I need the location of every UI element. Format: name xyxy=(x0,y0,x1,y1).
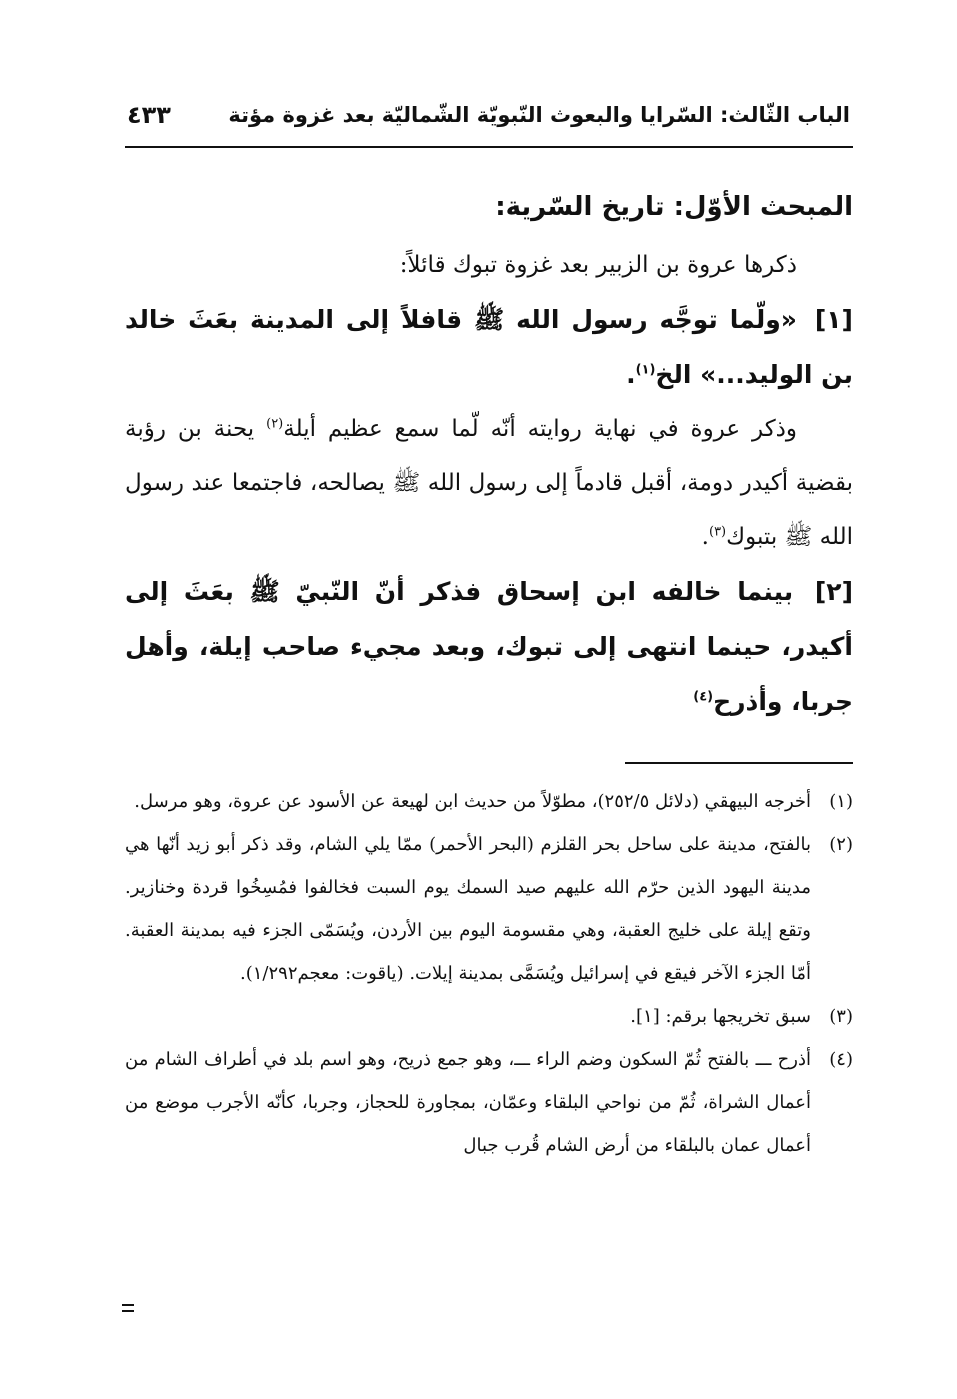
main-text xyxy=(125,176,853,729)
chapter-title: الباب الثّالث: السّرايا والبعوث النّبويّة الشّماليّة بعد غزوة مؤتة xyxy=(228,103,850,127)
footnote-ref-2[interactable]: (٢) xyxy=(266,416,284,432)
footnote-2 xyxy=(125,823,853,995)
running-header xyxy=(125,92,850,138)
footnote-text: أخرجه البيهقي (دلائل ٢٥٢/٥)، مطوّلاً من حديث ابن لهيعة عن الأسود عن عروة، وهو مرسل. xyxy=(134,791,811,812)
footnote-text: بالفتح، مدينة على ساحل بحر القلزم (البحر الأحمر) ممّا يلي الشام، وقد ذكر أبو زيد أنّها هي مدينة اليهود الذين حرّم الله عليهم صيد السمك يوم السبت فخالفوا فمُسِخُوا قردة وخنازير. وتقع إيلة على خليج العقبة، وهي مقسومة اليوم بين الأردن، ويُسَمّى الجزء فيه بمدينة العقبة. أمّا الجزء الآخر فيقع في إسرائيل ويُسَمَّى بمدينة إيلات. (ياقوت: معجم١/٢٩٢). xyxy=(125,834,811,984)
paragraph-1 xyxy=(125,238,853,292)
paragraph-2-text: «ولّما توجَّه رسول الله ﷺ قافلاً إلى المدينة بعَثَ خالد بن الوليد...» الخ xyxy=(125,305,853,389)
footnote-text: سبق تخريجها برقم: [١]. xyxy=(630,1006,811,1027)
footnote-4 xyxy=(125,1038,853,1167)
footnote-number: (٢) xyxy=(829,834,853,855)
paragraph-3-text-b: يحنة بن رؤبة بقضية أكيدر دومة، أقبل قادماً إلى رسول الله ﷺ يصالحه، فاجتمعا عند رسول الله ﷺ بتبوك xyxy=(125,416,853,550)
header-rule xyxy=(125,146,853,148)
footnotes xyxy=(125,780,853,1167)
paragraph-4-text: بينما خالفه ابن إسحاق فذكر أنّ النّبيّ ﷺ بعَثَ إلى أكيدر، حينما انتهى إلى تبوك، وبعد مجيء صاحب إيلة، وأهل جربا، وأذرح xyxy=(125,577,853,716)
footnote-ref-1[interactable]: (١) xyxy=(635,362,656,378)
footnote-ref-4[interactable]: (٤) xyxy=(693,689,714,705)
narration-number-1: [١] xyxy=(814,305,853,334)
continuation-mark xyxy=(122,1304,134,1306)
paragraph-3-text-a: وذكر عروة في نهاية روايته أنّه لّما سمع عظيم أيلة xyxy=(283,416,797,442)
footnote-1 xyxy=(125,780,853,823)
footnote-separator xyxy=(625,762,853,764)
footnote-3 xyxy=(125,995,853,1038)
narration-number-2: [٢] xyxy=(814,577,853,606)
section-heading: المبحث الأوّل: تاريخ السّرية: xyxy=(495,192,853,222)
page-number: ٤٣٣ xyxy=(127,101,171,129)
footnote-text: أذرح ـــ بالفتح ثُمّ السكون وضم الراء ـــ، وهو جمع ذريح، وهو اسم بلد في أطراف الشام من أعمال الشراة، ثُمّ من نواحي البلقاء وعمّان، بمجاورة للحجاز، وجربا، كأنّه الأجرب موضع من أعمال عمان بالبلقاء من أرض الشام قُرب جبال xyxy=(125,1049,811,1156)
paragraph-1-text: ذكرها عروة بن الزبير بعد غزوة تبوك قائلاً: xyxy=(399,252,797,278)
paragraph-3 xyxy=(125,402,853,564)
paragraph-4 xyxy=(125,564,853,729)
footnote-number: (٣) xyxy=(829,1006,853,1027)
paragraph-2 xyxy=(125,292,853,402)
paragraph-3-end: . xyxy=(701,524,709,550)
footnote-number: (١) xyxy=(829,791,853,812)
footnote-ref-3[interactable]: (٣) xyxy=(708,524,727,540)
footnote-number: (٤) xyxy=(829,1049,853,1070)
paragraph-2-end: . xyxy=(626,360,636,389)
